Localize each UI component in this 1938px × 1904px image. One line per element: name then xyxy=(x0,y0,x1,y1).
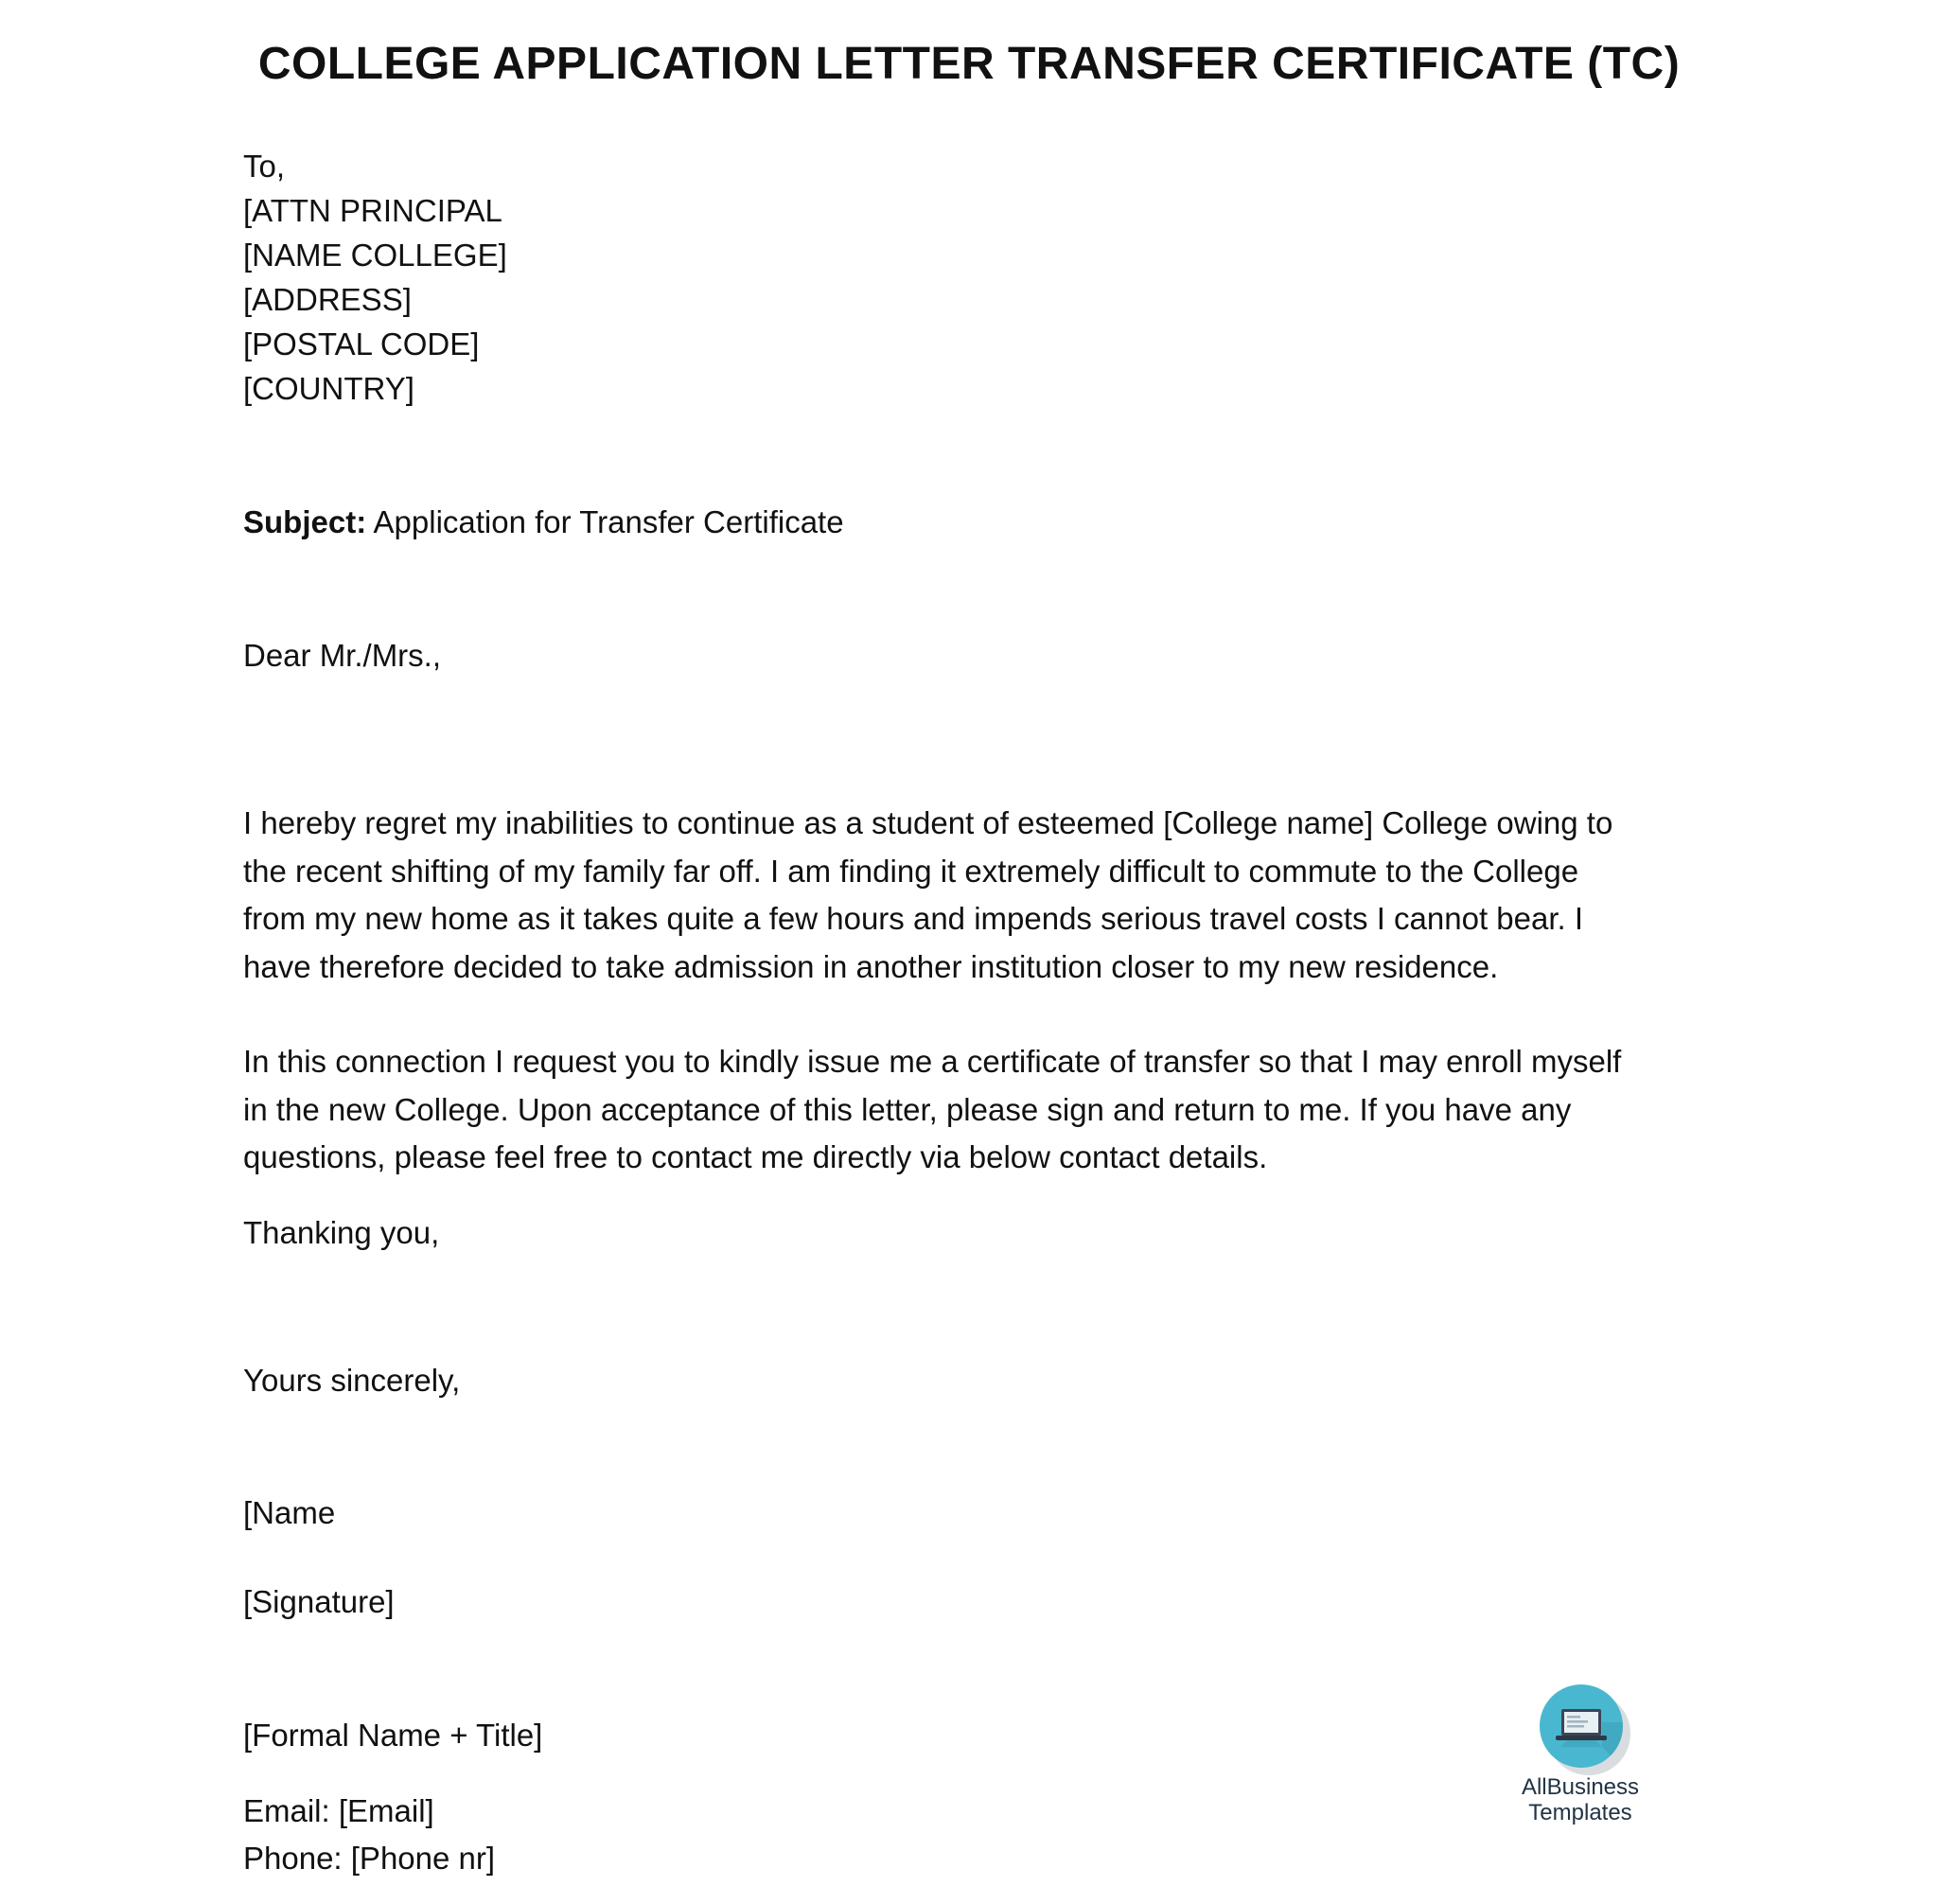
thanks-line: Thanking you, xyxy=(243,1215,440,1250)
greeting: Dear Mr./Mrs., xyxy=(243,638,442,673)
email-line: Email: [Email] xyxy=(243,1793,434,1828)
document-title: COLLEGE APPLICATION LETTER TRANSFER CERTIFICATE (TC) xyxy=(257,39,1681,89)
logo-text xyxy=(1505,1774,1656,1825)
contact-details xyxy=(243,1788,495,1882)
subject-line xyxy=(243,500,844,544)
allbusiness-templates-logo xyxy=(1505,1684,1656,1826)
recipient-address-block xyxy=(243,144,507,411)
paragraph-line: In this connection I request you to kindly issue me a certificate of transfer so that I may enroll myself xyxy=(243,1044,1622,1079)
subject-label: Subject: xyxy=(243,504,367,539)
recipient-attn: [ATTN PRINCIPAL xyxy=(243,193,502,228)
logo-circle xyxy=(1540,1684,1623,1768)
recipient-address: [ADDRESS] xyxy=(243,282,412,317)
body-paragraph-1 xyxy=(243,800,1757,991)
paragraph-line: have therefore decided to take admission in another institution closer to my new residence. xyxy=(243,948,1499,984)
recipient-postal-code: [POSTAL CODE] xyxy=(243,326,480,361)
subject-text: Application for Transfer Certificate xyxy=(366,504,844,539)
paragraph-line: the recent shifting of my family far off. I am finding it extremely difficult to commute to the College xyxy=(243,853,1579,889)
logo-text-line-2: Templates xyxy=(1528,1800,1632,1825)
recipient-college-name: [NAME COLLEGE] xyxy=(243,238,507,273)
laptop-icon xyxy=(1540,1684,1623,1768)
closing-line: Yours sincerely, xyxy=(243,1363,461,1398)
signature-placeholder: [Signature] xyxy=(243,1584,395,1619)
logo-text-line-1: AllBusiness xyxy=(1521,1774,1640,1800)
paragraph-line: I hereby regret my inabilities to continue as a student of esteemed [College name] College owing to xyxy=(243,805,1613,840)
recipient-country: [COUNTRY] xyxy=(243,371,414,406)
body-paragraph-2 xyxy=(243,1038,1757,1182)
paragraph-line: in the new College. Upon acceptance of this letter, please sign and return to me. If you have any xyxy=(243,1091,1572,1127)
name-placeholder: [Name xyxy=(243,1495,336,1530)
formal-name-placeholder: [Formal Name + Title] xyxy=(243,1718,543,1753)
phone-line: Phone: [Phone nr] xyxy=(243,1841,496,1876)
recipient-to: To, xyxy=(243,149,286,184)
paragraph-line: questions, please feel free to contact me directly via below contact details. xyxy=(243,1139,1268,1174)
paragraph-line: from my new home as it takes quite a few hours and impends serious travel costs I cannot bear. I xyxy=(243,901,1584,936)
